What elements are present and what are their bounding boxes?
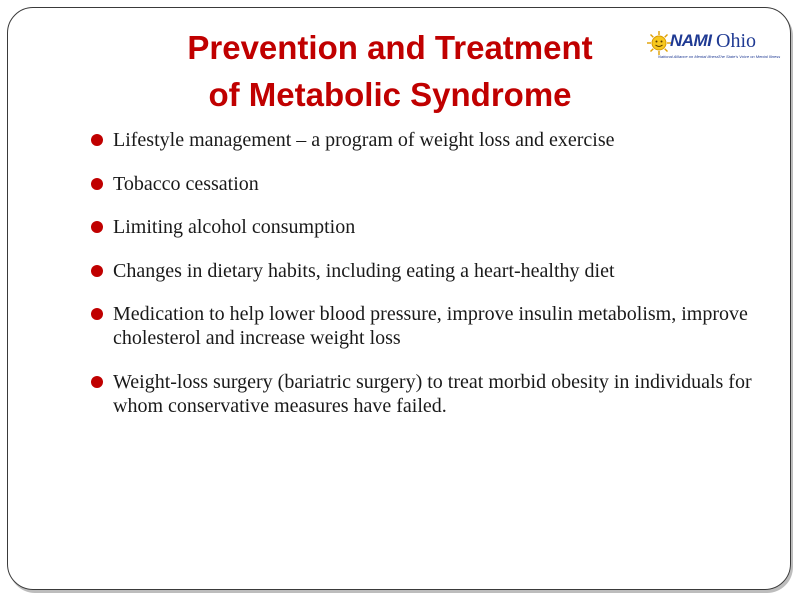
bullet-icon (91, 178, 103, 190)
logo-tagline-right: The State's Voice on Mental Illness (718, 54, 781, 59)
nami-ohio-logo (646, 27, 781, 67)
bullet-icon (91, 376, 103, 388)
logo-ohio-text: Ohio (716, 30, 756, 52)
list-item (88, 172, 768, 196)
title-line-1: Prevention and Treatment (187, 29, 593, 66)
list-item-text: Medication to help lower blood pressure, improve insulin metabolism, improve cholesterol and increase weight loss (113, 303, 748, 349)
bullet-icon (91, 265, 103, 277)
bullet-icon (91, 134, 103, 146)
logo-nami-text: NAMI (670, 31, 712, 50)
list-item (88, 302, 768, 350)
list-item (88, 370, 768, 418)
logo-tagline-left: National Alliance on Mental Illness (658, 54, 719, 59)
bullet-icon (91, 221, 103, 233)
list-item-text: Changes in dietary habits, including eating a heart-healthy diet (113, 259, 615, 282)
sun-face-icon (646, 30, 672, 56)
list-item (88, 215, 768, 239)
slide-title (110, 24, 670, 118)
list-item-text: Limiting alcohol consumption (113, 216, 356, 238)
list-item-text: Lifestyle management – a program of weight loss and exercise (113, 129, 615, 151)
list-item-text: Tobacco cessation (113, 172, 259, 195)
list-item (88, 128, 768, 152)
list-item-text: Weight-loss surgery (bariatric surgery) to treat morbid obesity in individuals for whom conservative measures have failed. (113, 370, 752, 417)
title-line-2: of Metabolic Syndrome (208, 76, 572, 113)
bullet-list (88, 128, 768, 437)
bullet-icon (91, 308, 103, 320)
list-item (88, 259, 768, 283)
